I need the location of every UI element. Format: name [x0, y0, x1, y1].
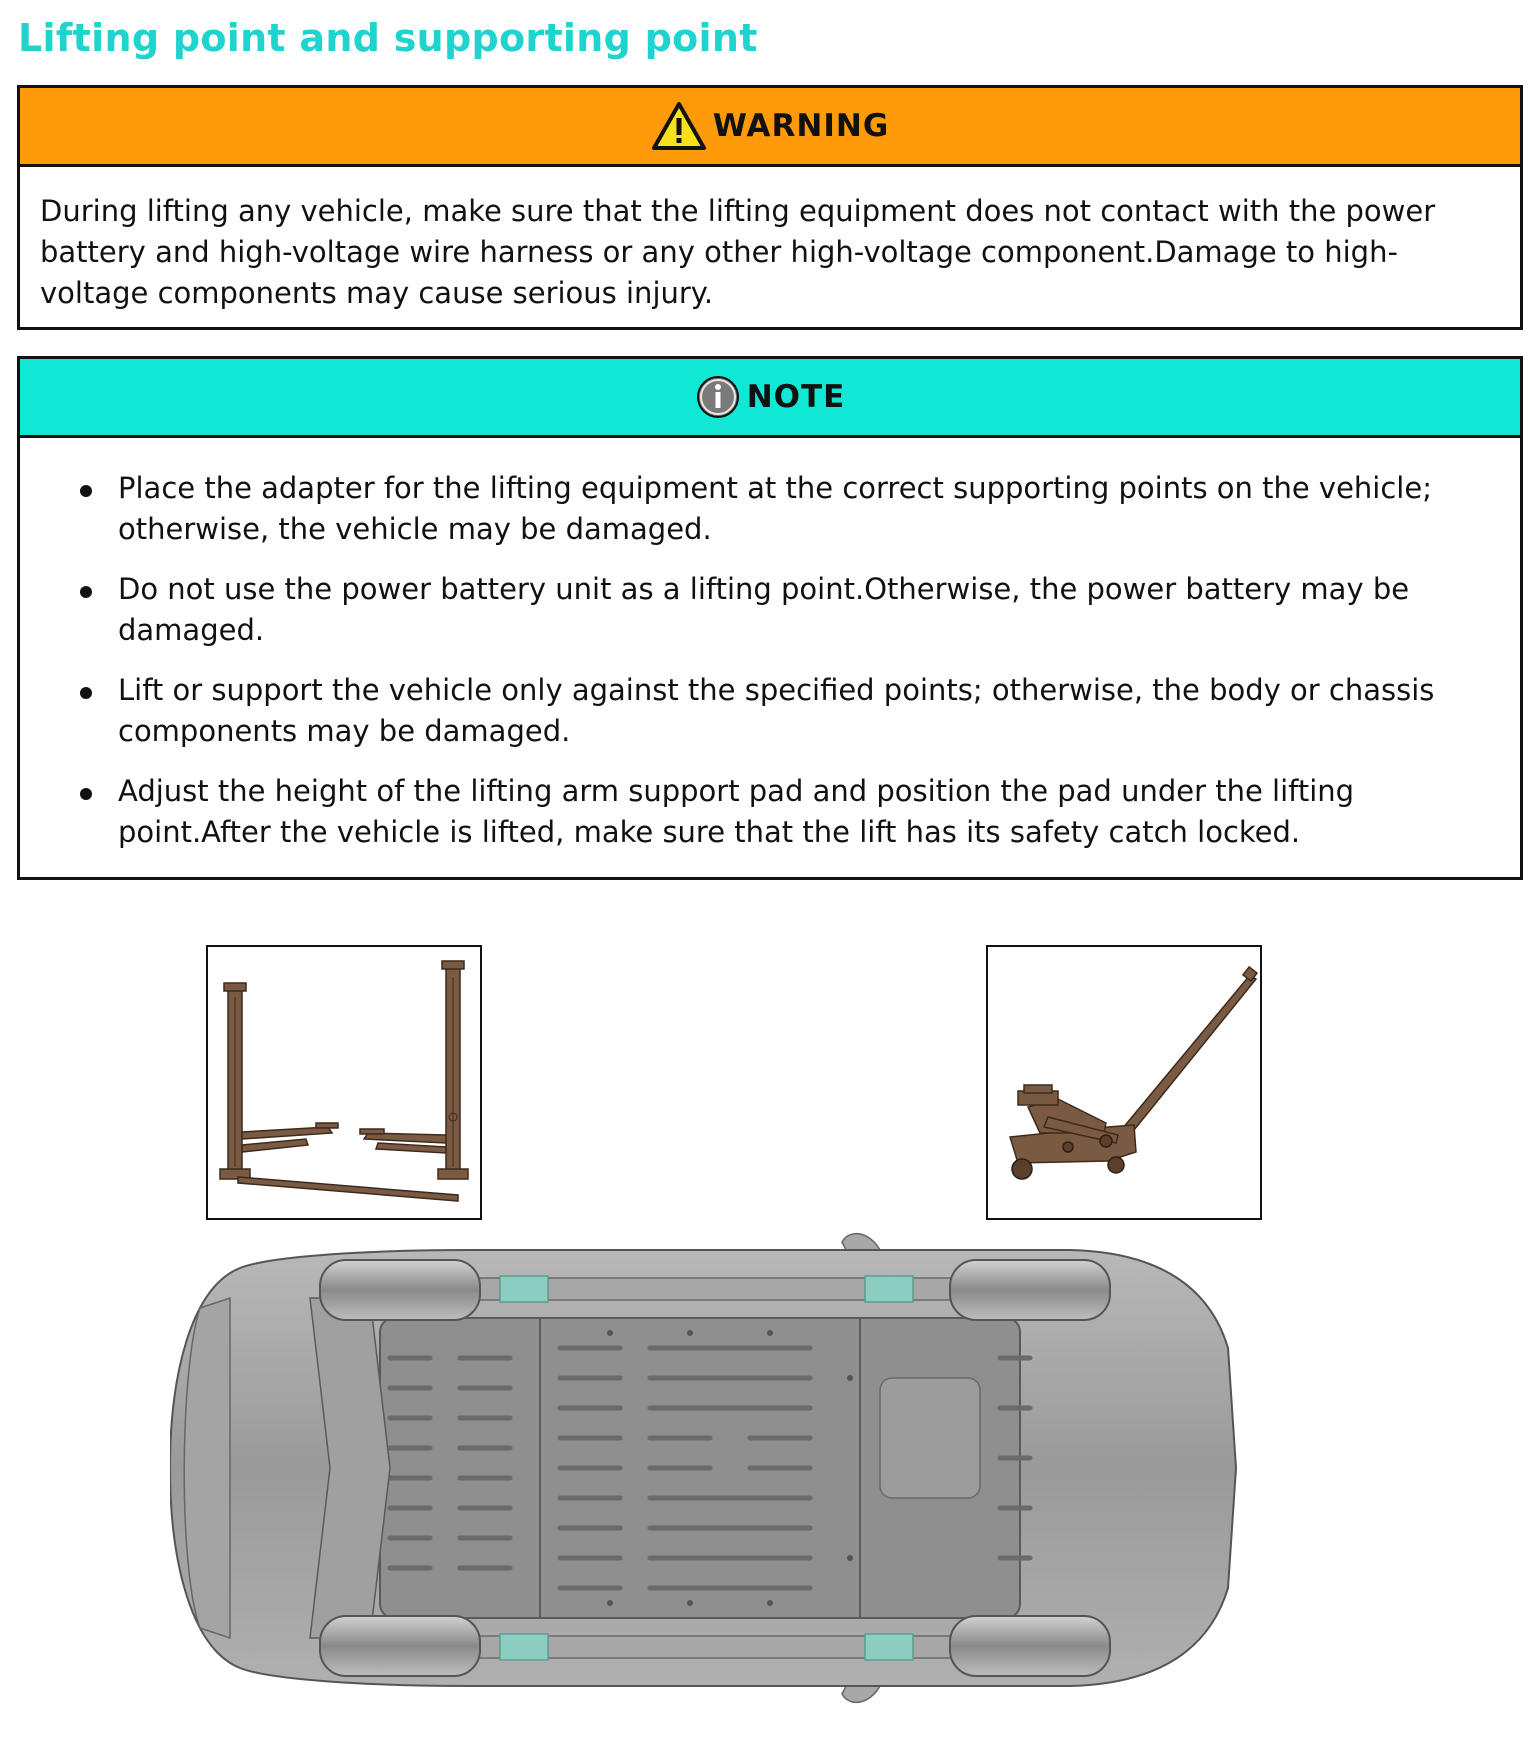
page-title: Lifting point and supporting point [18, 16, 758, 60]
two-post-lift-figure [206, 945, 482, 1220]
note-item: Place the adapter for the lifting equipment at the correct supporting points on the vehicle; otherwise, the vehicle may be damaged. [78, 468, 1480, 550]
note-list [20, 438, 1520, 853]
floor-jack-illustration [988, 947, 1260, 1218]
warning-text: During lifting any vehicle, make sure that the lifting equipment does not contact with the power battery and high-voltage wire harness or any other high-voltage component.Damage to high-voltage components may cause serious injury. [40, 194, 1436, 310]
warning-header [20, 88, 1520, 167]
warning-triangle-icon [651, 101, 707, 151]
note-item: Do not use the power battery unit as a lifting point.Otherwise, the power battery may be damaged. [78, 569, 1480, 651]
floor-jack-figure [986, 945, 1262, 1220]
warning-label: WARNING [712, 108, 890, 144]
note-box [17, 356, 1523, 880]
note-header [20, 359, 1520, 438]
note-item: Adjust the height of the lifting arm support pad and position the pad under the lifting point.After the vehicle is lifted, make sure that the lift has its safety catch locked. [78, 771, 1480, 853]
warning-box [17, 85, 1523, 330]
note-item: Lift or support the vehicle only against the specified points; otherwise, the body or chassis components may be damaged. [78, 670, 1480, 752]
vehicle-underbody-illustration [170, 1228, 1250, 1708]
info-circle-icon [695, 374, 741, 420]
two-post-lift-illustration [208, 947, 480, 1218]
vehicle-underbody-figure [170, 1228, 1250, 1708]
note-label: NOTE [746, 379, 846, 415]
